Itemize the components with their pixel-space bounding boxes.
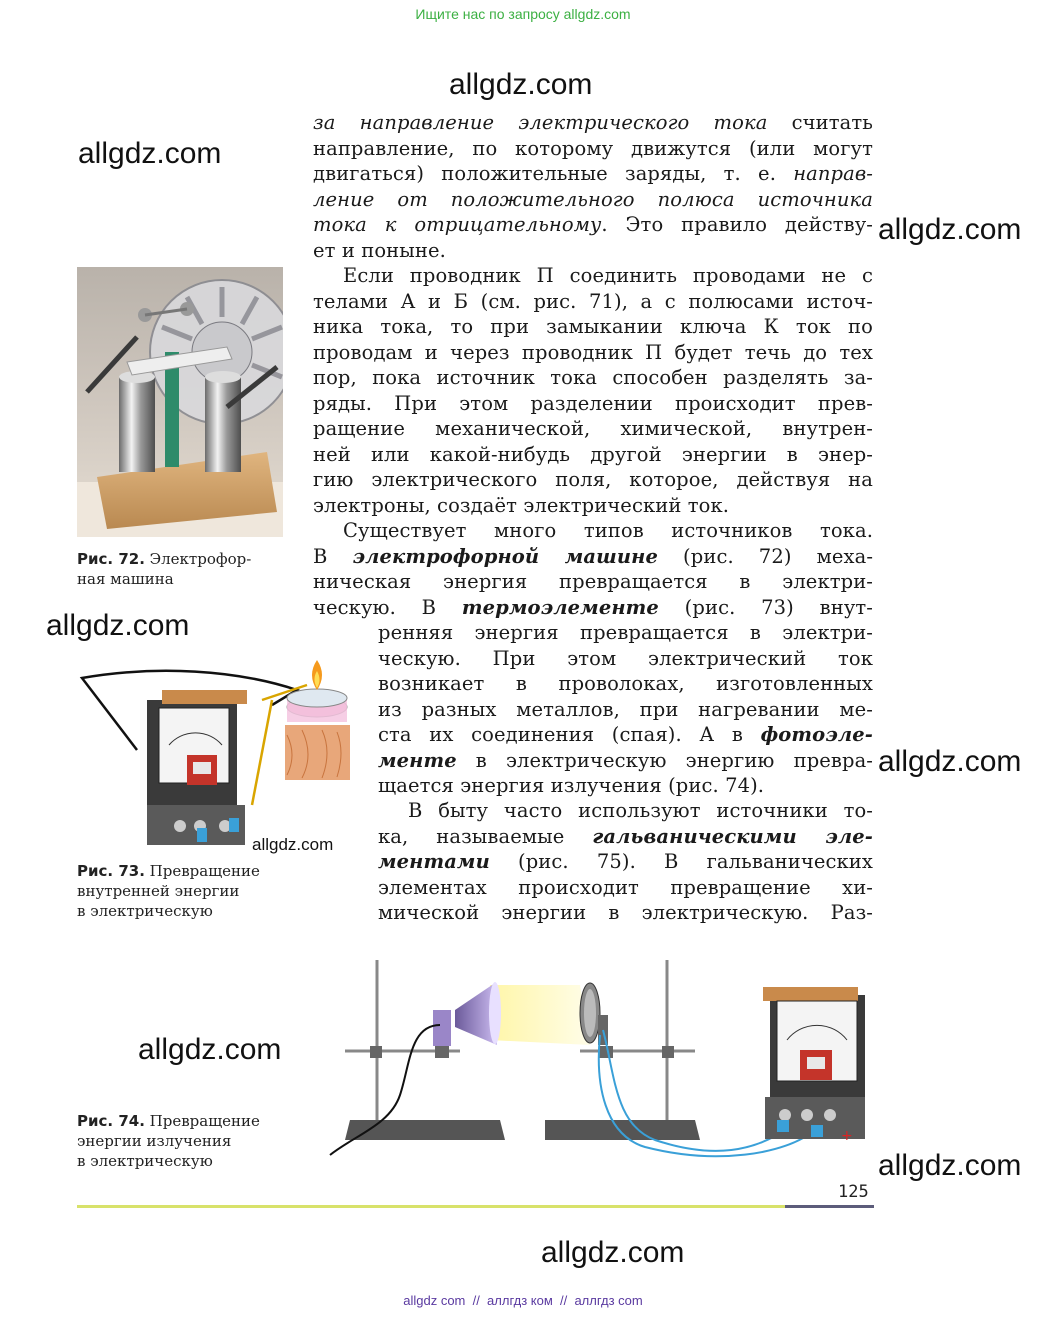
watermark-left-mid: allgdz.com	[46, 609, 190, 642]
text-line: В быту часто используют источники то-	[408, 799, 873, 822]
text-line: проводам и через проводник П будет течь до тех	[313, 340, 873, 364]
emphasis-text: ление от положительного полюса источника	[313, 187, 873, 211]
caption-number: Рис. 72.	[77, 550, 145, 568]
figure-74-illustration	[315, 955, 880, 1160]
text-line: из разных металлов, при нагревании ме-	[378, 697, 873, 721]
text-line: возникает в проволоках, изготовленных	[378, 672, 873, 695]
caption-text: энергии излучения	[77, 1132, 232, 1150]
text-line: ряды. При этом разделении происходит прев-	[313, 391, 873, 415]
emphasis-text: электрофорной машине	[352, 544, 658, 568]
caption-text: Превращение	[149, 862, 260, 880]
footer-rule-green	[77, 1205, 785, 1208]
text-line: Если проводник П соединить проводами не с	[343, 264, 873, 287]
thermoelement-illustration	[77, 650, 357, 850]
svg-text:+: +	[841, 1128, 853, 1144]
footer-links[interactable]: allgdz com // аллгдз ком // аллгдз com	[403, 1293, 643, 1308]
watermark-right-upper: allgdz.com	[878, 213, 1022, 246]
emphasis-text: гальваническими эле-	[592, 824, 874, 848]
watermark-small-fig73: allgdz.com	[252, 835, 334, 854]
photoelement-setup-illustration	[315, 955, 880, 1160]
paragraph-2	[313, 263, 873, 518]
text-line: ренняя энергия превращается в электри-	[378, 621, 873, 644]
text-line: ника тока, то при замыкании ключа К ток по	[313, 315, 873, 338]
caption-number: Рис. 73.	[77, 862, 145, 880]
emphasis-text: направ-	[793, 162, 873, 185]
top-banner[interactable]: Ищите нас по запросу allgdz.com	[415, 6, 631, 22]
text-line: ней или какой-нибудь другой энергии в энер-	[313, 442, 873, 466]
emphasis-text: ментами	[378, 850, 490, 873]
figure-72-photo	[77, 267, 283, 537]
text-line: ческую. При этом электрический ток	[378, 646, 873, 670]
emphasis-text: менте	[378, 748, 457, 772]
emphasis-text: фотоэле-	[760, 723, 873, 746]
paragraph-3-continued: ренняя энергия превращается в электри- ческую. При этом электрический ток возникает в проволоках, изготовленных из разных металлов, при нагревании ме- ста их соединения (спая). А в фотоэле- менте в электрическую энергию превра- щается энергия излучения (рис. 74).	[378, 621, 873, 797]
figure-73-illustration	[77, 650, 357, 850]
watermark-left-upper: allgdz.com	[78, 137, 222, 170]
caption-text: ная машина	[77, 570, 174, 588]
caption-text: в электрическую	[77, 902, 213, 920]
caption-text: Электрофор-	[149, 550, 252, 568]
caption-text: в электрическую	[77, 1152, 213, 1170]
text-line: элементах происходит превращение хи-	[378, 875, 873, 899]
paragraph-3: Существует много типов источников тока. В электрофорной машине (рис. 72) меха- ническая энергия превращается в электри- ческую. В термоэлементе (рис. 73) внут-	[313, 519, 874, 619]
figure-72-caption	[77, 549, 287, 589]
text-line: ращение механической, химической, внутрен-	[313, 417, 873, 440]
watermark-left-lower: allgdz.com	[138, 1033, 282, 1066]
watermark-bottom: allgdz.com	[541, 1236, 685, 1269]
text-line: пор, пока источник тока способен разделять за-	[313, 366, 873, 389]
paragraph-4: В быту часто используют источники то- ка, называемые гальваническими эле- ментами (рис. 75). В гальванических элементах происходит превращение хи- мической энергии в электрическую. Раз-	[378, 799, 874, 924]
watermark-right-mid: allgdz.com	[878, 745, 1022, 778]
paragraph-1: за направление электрического тока считать направление, по которому движутся (или могут двигаться) положительные заряды, т. е. направ- ление от положительного полюса источника тока к отрицательному. Это правило действу- ет и поныне.	[313, 111, 873, 262]
page-number: 125	[838, 1182, 869, 1202]
emphasis-text: тока к отрицательному	[313, 213, 602, 236]
emphasis-text: термоэлементе	[461, 595, 659, 619]
text-line: телами А и Б (см. рис. 71), а с полюсами источ-	[313, 289, 873, 313]
figure-73-caption	[77, 861, 297, 921]
footer-rule-gray	[785, 1205, 874, 1208]
text-line: Существует много типов источников тока.	[343, 519, 873, 542]
caption-text: внутренней энергии	[77, 882, 240, 900]
text-line: гию электрического поля, которое, действуя на	[313, 468, 873, 491]
figure-74-caption	[77, 1111, 297, 1171]
caption-number: Рис. 74.	[77, 1112, 145, 1130]
emphasis-text: за направление электрического тока	[313, 111, 768, 134]
text-line: мической энергии в электрическую. Раз-	[378, 901, 873, 924]
text-line: электроны, создаёт электрический ток.	[313, 493, 730, 517]
watermark-top: allgdz.com	[449, 68, 593, 101]
caption-text: Превращение	[149, 1112, 260, 1130]
electrophore-machine-illustration	[77, 267, 283, 537]
text-line: щается энергия излучения (рис. 74).	[378, 774, 765, 797]
watermark-right-lower: allgdz.com	[878, 1149, 1022, 1182]
